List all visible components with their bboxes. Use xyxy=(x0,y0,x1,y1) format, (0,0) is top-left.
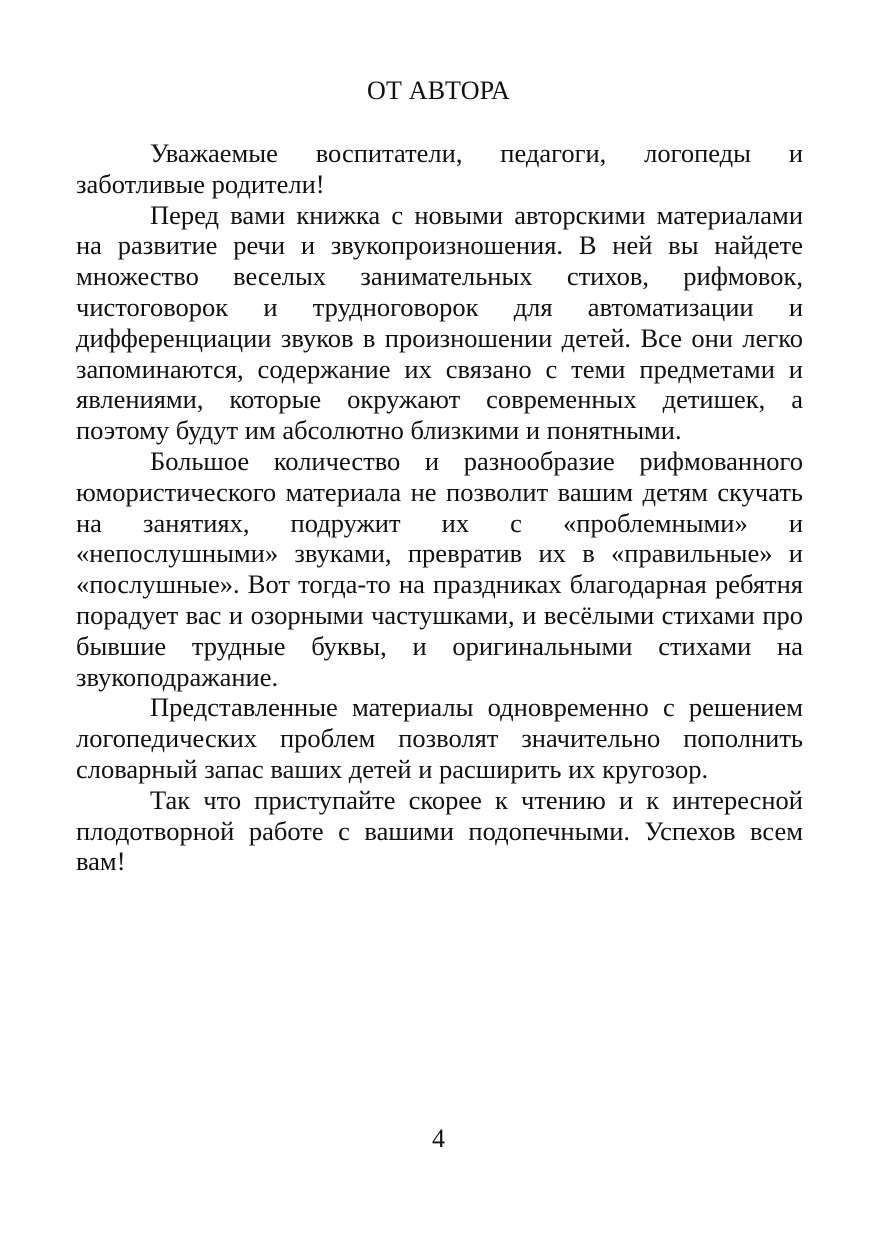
paragraph-book-intro: Перед вами книжка с новыми авторскими материалами на развитие речи и звукопроизношения. В ней вы найдете множество веселых занимательных стихов, рифмовок, чистоговорок и трудноговорок для автоматизации и дифференциации звуков в произношении детей. Все они легко запоминаются, содержание их связано с теми предметами и явлениями, которые окружают современных детишек, а поэтому будут им абсолютно близкими и понятными. xyxy=(76,199,803,446)
paragraph-vocabulary: Представленные материалы одновременно с решением логопедических проблем позволят значительно пополнить словарный запас ваших детей и расширить их кругозор. xyxy=(76,692,803,784)
paragraph-greeting: Уважаемые воспитатели, педагоги, логопеды и заботливые родители! xyxy=(76,138,803,199)
paragraph-closing: Так что приступайте скорее к чтению и к интересной плодотворной работе с вашими подопечными. Успехов всем вам! xyxy=(76,784,803,877)
page-number: 4 xyxy=(432,1124,445,1153)
paragraph-material-variety: Большое количество и разнообразие рифмованного юмористического материала не позволит вашим детям скучать на занятиях, подружит их с «проблемными» и «непослушными» звуками, превратив их в «правильные» и «послушные». Вот тогда-то на праздниках благодарная ребятня порадует вас и озорными частушками, и весёлыми стихами про бывшие трудные буквы, и оригинальными стихами на звукоподражание. xyxy=(76,445,803,692)
page-title: ОТ АВТОРА xyxy=(367,76,510,105)
body-text xyxy=(76,138,803,877)
